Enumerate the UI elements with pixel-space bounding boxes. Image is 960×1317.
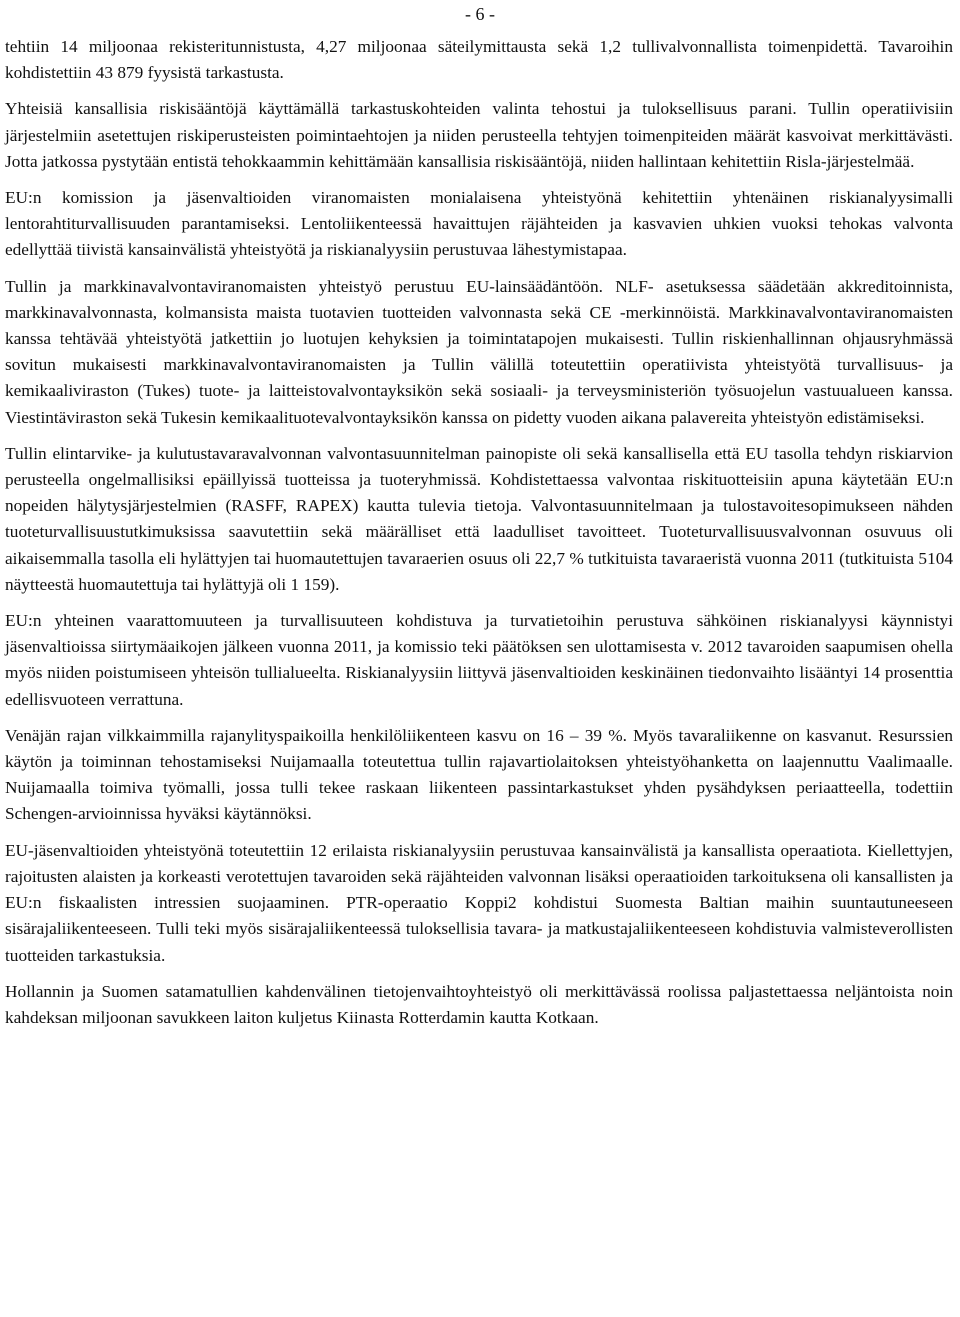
paragraph: EU-jäsenvaltioiden yhteistyönä toteutettiin 12 erilaista riskianalyysiin perustuvaa kansainvälistä ja kansallista operaatiota. Kiellettyjen, rajoitusten alaisten ja korkeasti verotettujen tavaroiden sekä räjähteiden valvonnan lisäksi operaatioiden tarkoituksena oli kansallisten ja EU:n fiskaalisten intressien suojaaminen. PTR-operaatio Koppi2 kohdistui Suomesta Baltian maihin suuntautuneeseen sisärajaliikenteeseen. Tulli teki myös sisärajaliikenteessä tuloksellisia tavara- ja matkustajaliikenteeseen kohdistuvia valmisteverollisten tuotteiden tarkastuksia. bbox=[5, 840, 953, 965]
document-body bbox=[5, 34, 953, 1041]
paragraph: Hollannin ja Suomen satamatullien kahdenvälinen tietojenvaihtoyhteistyö oli merkittävässä roolissa paljastettaessa neljäntoista noin kahdeksan miljoonan savukkeen laiton kuljetus Kiinasta Rotterdamin kautta Kotkaan. bbox=[5, 981, 953, 1027]
paragraph: Tullin elintarvike- ja kulutustavaravalvonnan valvontasuunnitelman painopiste oli sekä kansallisella että EU tasolla tehdyn riskiarvion perusteella ongelmallisiksi epäillyissä tuotteissa ja tuoteryhmissä. Kohdistettaessa valvontaa riskituotteisiin apuna käytetään EU:n nopeiden hälytysjärjestelmien (RASFF, RAPEX) kautta tulevia tietoja. Valvontasuunnitelmaan ja tulostavoitesopimukseen nähden tuoteturvallisuustutkimuksissa saavutettiin sekä määrälliset että laadulliset tavoitteet. Tuoteturvallisuusvalvonnan osuvuus oli aikaisemmalla tasolla eli hylättyjen tai huomautettujen tavaraerien osuus oli 22,7 % tutkituista tavaraeristä vuonna 2011 (tutkituista 5104 näytteestä huomautettuja tai hylättyjä oli 1 159). bbox=[5, 443, 953, 594]
paragraph: Tullin ja markkinavalvontaviranomaisten yhteistyö perustuu EU-lainsäädäntöön. NLF- asetuksessa säädetään akkreditoinnista, markkinavalvonnasta, kolmansista maista tuotavien tuotteiden valvonnasta sekä CE -merkinnöistä. Markkinavalvontaviranomaisten kanssa tehtävää yhteistyötä jatkettiin jo luotujen kehyksien ja toimintatapojen mukaisesti. Tullin riskienhallinnan ohjausryhmässä sovitun mukaisesti markkinavalvontaviranomaisten ja Tullin välillä toteutettiin operatiivista yhteistyötä turvallisuus- ja kemikaaliviraston (Tukes) tuote- ja laitteistovalvontayksikön sekä sosiaali- ja terveysministeriön työsuojelun vastuualueen kanssa. Viestintäviraston sekä Tukesin kemikaalituotevalvontayksikön kanssa on pidetty vuoden aikana palavereita yhteistyön edistämiseksi. bbox=[5, 276, 953, 427]
paragraph: Yhteisiä kansallisia riskisääntöjä käyttämällä tarkastuskohteiden valinta tehostui ja tuloksellisuus parani. Tullin operatiivisiin järjestelmiin asetettujen riskiperusteisten poimintaehtojen ja niiden perusteella tehtyjen toimenpiteiden määrät kasvoivat merkittävästi. Jotta jatkossa pystytään entistä tehokkaammin kehittämään kansallisia riskisääntöjä, niiden hallintaan kehitettiin Risla-järjestelmää. bbox=[5, 99, 953, 171]
paragraph: EU:n yhteinen vaarattomuuteen ja turvallisuuteen kohdistuva ja turvatietoihin perustuva sähköinen riskianalyysi käynnistyi jäsenvaltioissa siirtymäaikojen jälkeen vuonna 2011, ja komissio teki päätöksen sen ulottamisesta v. 2012 tavaroiden saapumisen ohella myös niiden poistumiseen yhteisön tullialueelta. Riskianalyysiin liittyvä jäsenvaltioiden keskinäinen tiedonvaihto lisääntyi 14 prosenttia edellisvuoteen verrattuna. bbox=[5, 611, 953, 709]
paragraph: Venäjän rajan vilkkaimmilla rajanylityspaikoilla henkilöliikenteen kasvu on 16 – 39 %. Myös tavaraliikenne on kasvanut. Resurssien käytön ja toiminnan tehostamiseksi Nuijamaalla toteutettua tullin rajavartiolaitoksen yhteistyöhanketta on laajennuttu Vaalimaalle. Nuijamaalla toimiva työmalli, jossa tulli tekee raskaan liikenteen passintarkastukset yhden pysähdyksen periaatteella, todettiin Schengen-arvioinnissa hyväksi käytännöksi. bbox=[5, 725, 953, 824]
page-number: - 6 - bbox=[465, 4, 495, 24]
paragraph: EU:n komission ja jäsenvaltioiden viranomaisten monialaisena yhteistyönä kehitettiin yhtenäinen riskianalyysimalli lentorahtiturvallisuuden parantamiseksi. Lentoliikenteessä havaittujen räjähteiden ja kasvavien uhkien vuoksi tehokas valvonta edellyttää tiivistä kansainvälistä yhteistyötä ja riskianalyysiin perustuvaa lähestymistapaa. bbox=[5, 188, 953, 260]
paragraph: tehtiin 14 miljoonaa rekisteritunnistusta, 4,27 miljoonaa säteilymittausta sekä 1,2 tullivalvonnallista toimenpidettä. Tavaroihin kohdistettiin 43 879 fyysistä tarkastusta. bbox=[5, 37, 953, 83]
